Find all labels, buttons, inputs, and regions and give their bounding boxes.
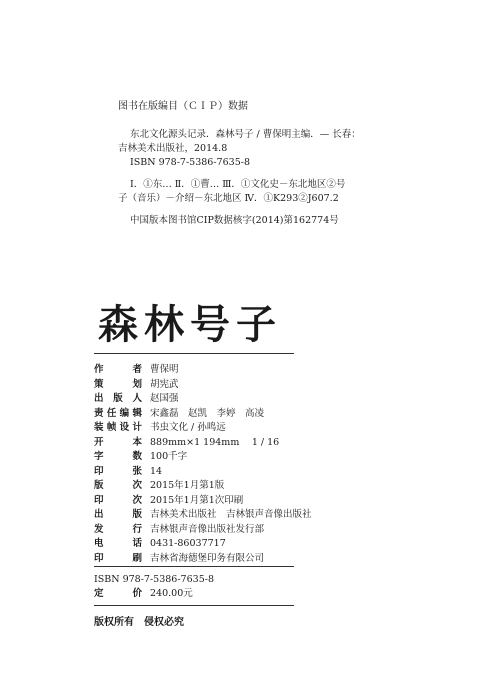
credit-label: 出版人 — [94, 393, 142, 404]
credit-value: 吉林省海德堡印务有限公司 — [150, 552, 265, 564]
credit-value: 胡宪武 — [150, 378, 179, 390]
cip-line: 东北文化源头记录．森林号子 / 曹保明主编．— 长春： — [130, 129, 361, 140]
credit-label: 策划 — [94, 378, 142, 390]
credit-row — [94, 494, 414, 509]
credit-value: 宋鑫磊 赵凯 李婷 高凌 — [150, 407, 265, 419]
credit-row — [94, 479, 414, 494]
credit-label: 电话 — [94, 538, 142, 549]
credits-list — [94, 363, 414, 566]
cip-heading: 图书在版编目（ＣＩＰ）数据 — [118, 101, 248, 112]
price-label: 定价 — [94, 588, 142, 599]
credit-row — [94, 537, 414, 552]
credit-value: 100千字 — [150, 451, 188, 462]
cip-classification — [118, 178, 448, 206]
credit-value: 14 — [150, 465, 163, 477]
cip-line: ISBN 978-7-5386-7635-8 — [130, 157, 250, 168]
credit-value: 2015年1月第1次印刷 — [150, 494, 244, 506]
credit-value: 889mm×1 194mm 1 / 16 — [150, 436, 280, 448]
credit-row — [94, 450, 414, 465]
credit-label: 印张 — [94, 465, 142, 477]
credit-label: 装帧设计 — [94, 422, 142, 433]
price-row — [94, 587, 214, 602]
cip-record-number: 中国版本图书馆CIP数据核字(2014)第162774号 — [130, 215, 339, 226]
cip-line: 子（音乐）－介绍－东北地区 Ⅳ．①K293②J607.2 — [118, 193, 339, 204]
credit-row — [94, 392, 414, 407]
book-title: 森林号子 — [98, 301, 282, 348]
divider — [94, 566, 294, 567]
divider — [94, 605, 294, 606]
credit-label: 版次 — [94, 480, 142, 491]
divider — [94, 353, 294, 354]
credit-label: 印刷 — [94, 552, 142, 564]
credit-row — [94, 378, 414, 393]
credit-label: 责任编辑 — [94, 407, 142, 419]
cip-line: Ⅰ．①东… Ⅱ．①曹… Ⅲ．①文化史－东北地区②号 — [130, 179, 346, 190]
credit-label: 作者 — [94, 364, 142, 375]
credit-label: 印次 — [94, 494, 142, 506]
copyright-notice: 版权所有 侵权必究 — [94, 617, 184, 628]
cip-block — [118, 100, 448, 236]
credit-row — [94, 523, 414, 538]
isbn-number: ISBN 978-7-5386-7635-8 — [94, 574, 214, 585]
credit-value: 书虫文化 / 孙鸣远 — [150, 422, 226, 433]
credit-row — [94, 421, 414, 436]
cip-line: 吉林美术出版社，2014.8 — [118, 143, 228, 154]
credit-row — [94, 363, 414, 378]
credit-value: 2015年1月第1版 — [150, 480, 225, 491]
price-value: 240.00元 — [150, 588, 193, 599]
credit-row — [94, 407, 414, 422]
credit-value: 吉林美术出版社 吉林银声音像出版社 — [150, 509, 312, 520]
credit-label: 字数 — [94, 451, 142, 462]
credit-row — [94, 436, 414, 451]
credit-row — [94, 508, 414, 523]
credit-value: 赵国强 — [150, 393, 179, 404]
credit-label: 开本 — [94, 436, 142, 448]
credit-label: 出版 — [94, 509, 142, 520]
credit-value: 吉林银声音像出版社发行部 — [150, 523, 265, 535]
credit-row — [94, 552, 414, 567]
credit-row — [94, 465, 414, 480]
credit-value: 0431-86037717 — [150, 538, 226, 549]
credit-label: 发行 — [94, 523, 142, 535]
isbn-block — [94, 572, 214, 602]
cip-entry — [118, 128, 448, 170]
credit-value: 曹保明 — [150, 364, 179, 375]
